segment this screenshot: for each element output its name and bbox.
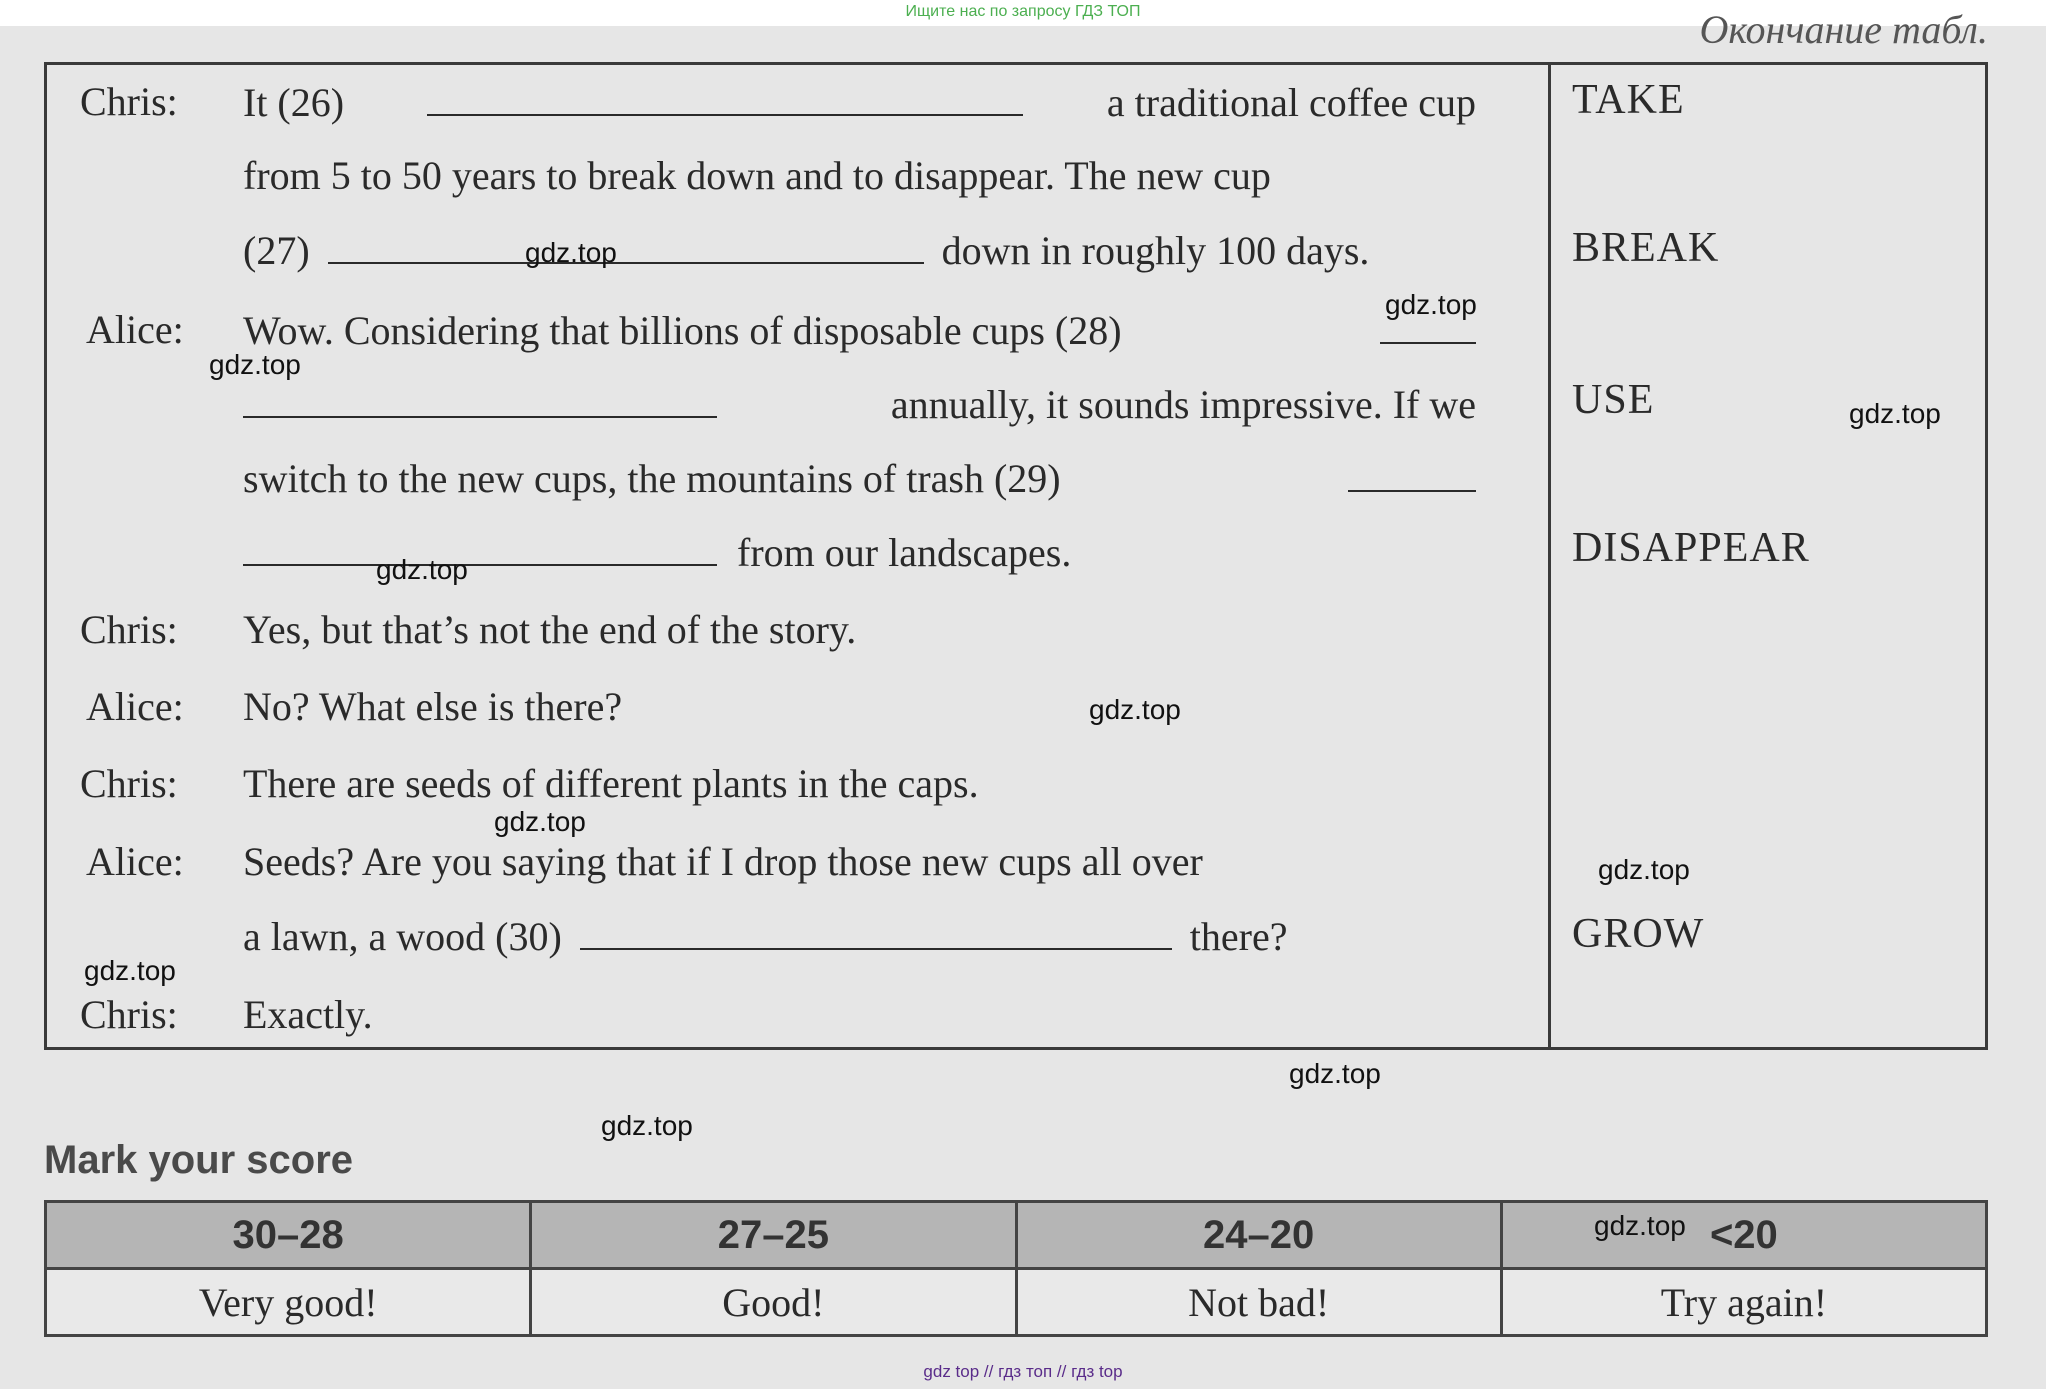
answer-blank-30[interactable] [580, 912, 1172, 950]
dialogue-line [243, 78, 1476, 127]
watermark: gdz.top [1598, 854, 1690, 885]
answer-blank-29-cont[interactable] [243, 528, 717, 566]
score-range: 30–28 [46, 1202, 531, 1269]
watermark: gdz.top [1849, 398, 1941, 429]
dialogue-text: annually, it sounds impressive. If we [890, 382, 1476, 427]
verb-prompt: USE [1572, 377, 1655, 423]
dialogue-text: a lawn, a wood (30) [243, 914, 562, 959]
watermark: gdz.top [1594, 1210, 1686, 1241]
dialogue-text: from our landscapes. [737, 530, 1072, 575]
dialogue-line: Seeds? Are you saying that if I drop those new cups all over [243, 839, 1203, 884]
watermark: gdz.top [209, 349, 301, 380]
watermark: gdz.top [525, 237, 617, 268]
score-verdict: Good! [531, 1269, 1016, 1336]
dialogue-line: No? What else is there? [243, 684, 623, 729]
speaker-label: Alice: [86, 684, 184, 729]
dialogue-text: there? [1189, 914, 1288, 959]
verb-prompt: BREAK [1572, 225, 1720, 271]
speaker-label: Chris: [80, 607, 178, 652]
speaker-label: Chris: [80, 79, 178, 124]
dialogue-text: It (26) [243, 80, 345, 125]
watermark: gdz.top [1289, 1058, 1381, 1089]
dialogue-text: switch to the new cups, the mountains of trash (29) [243, 456, 1061, 501]
dialogue-line: There are seeds of different plants in the caps. [243, 761, 979, 806]
verb-prompt: GROW [1572, 911, 1705, 957]
watermark: gdz.top [601, 1110, 693, 1141]
verb-prompt: TAKE [1572, 77, 1685, 123]
dialogue-line [243, 226, 1369, 275]
score-range: <20 [1501, 1202, 1986, 1269]
answer-blank-28-cont[interactable] [243, 380, 717, 418]
speaker-label: Alice: [86, 839, 184, 884]
watermark: gdz.top [376, 554, 468, 585]
watermark: gdz.top [1385, 289, 1477, 320]
dialogue-line [243, 306, 1476, 355]
score-verdict: Very good! [46, 1269, 531, 1336]
dialogue-line [243, 528, 1071, 577]
answer-blank-26[interactable] [427, 78, 1023, 116]
answer-blank-29[interactable] [1348, 454, 1476, 492]
dialogue-line: Exactly. [243, 992, 373, 1037]
dialogue-text: a traditional coffee cup [1106, 80, 1476, 125]
dialogue-line: from 5 to 50 years to break down and to disappear. The new cup [243, 153, 1271, 198]
score-heading: Mark your score [44, 1138, 354, 1182]
score-verdict: Try again! [1501, 1269, 1986, 1336]
watermark: gdz.top [494, 806, 586, 837]
watermark: gdz.top [1089, 694, 1181, 725]
dialogue-text: Wow. Considering that billions of disposable cups (28) [243, 308, 1122, 353]
top-banner[interactable]: Ищите нас по запросу ГДЗ ТОП [0, 0, 2046, 26]
dialogue-line [243, 912, 1288, 961]
watermark: gdz.top [84, 955, 176, 986]
dialogue-line: Yes, but that’s not the end of the story. [243, 607, 857, 652]
column-divider [1548, 62, 1551, 1050]
speaker-label: Alice: [86, 307, 184, 352]
answer-blank-27[interactable] [328, 226, 924, 264]
score-verdict: Not bad! [1016, 1269, 1501, 1336]
verb-prompt: DISAPPEAR [1572, 525, 1810, 571]
corner-title: Окончание табл. [1699, 7, 1988, 52]
score-range: 27–25 [531, 1202, 1016, 1269]
speaker-label: Chris: [80, 761, 178, 806]
dialogue-line [243, 454, 1476, 503]
dialogue-text: (27) [243, 228, 310, 273]
dialogue-text: down in roughly 100 days. [941, 228, 1370, 273]
score-range: 24–20 [1016, 1202, 1501, 1269]
score-table [44, 1200, 1988, 1337]
footer-links[interactable]: gdz top // гдз топ // гдз top [923, 1362, 1123, 1381]
speaker-label: Chris: [80, 992, 178, 1037]
dialogue-line [243, 380, 1476, 429]
